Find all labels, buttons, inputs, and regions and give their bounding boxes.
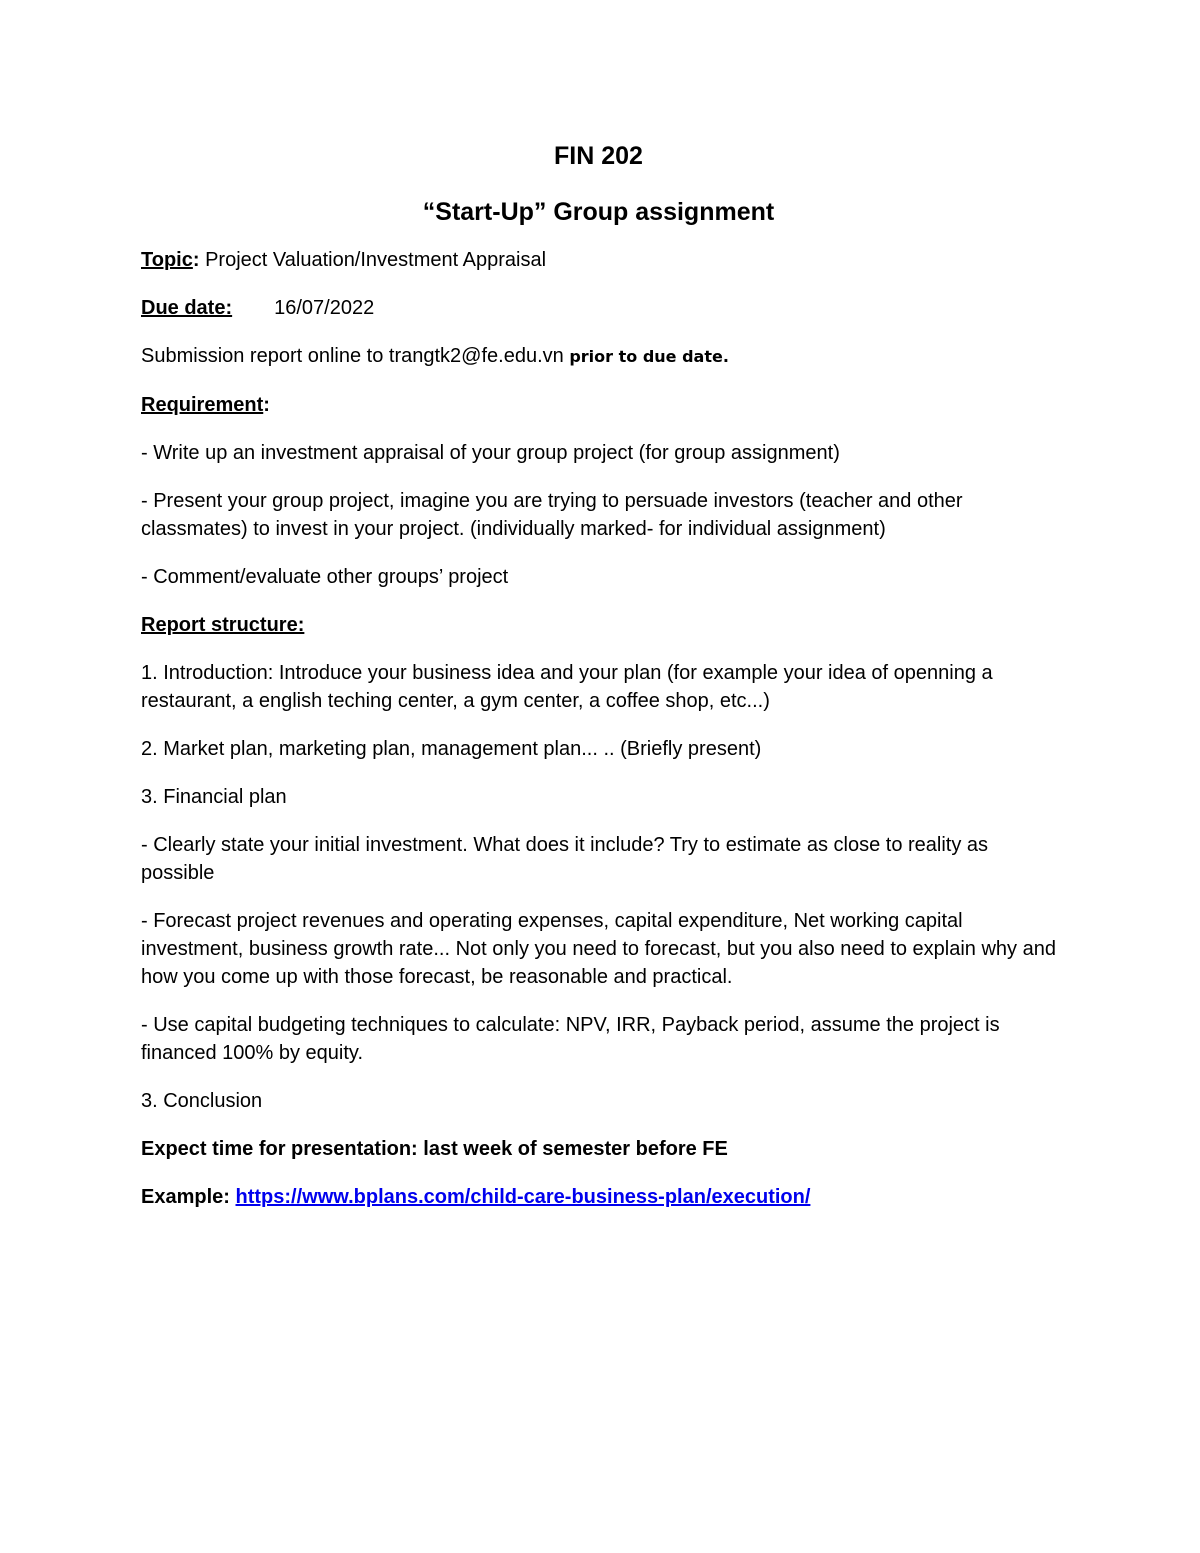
- financial-plan-item: - Forecast project revenues and operating expenses, capital expenditure, Net working capital investment, business growth rate... Not only you need to forecast, but you also need to explain why and how you come up with those forecast, be reasonable and practical.: [141, 910, 1056, 988]
- topic-label: Topic: [141, 249, 193, 271]
- topic-value: Project Valuation/Investment Appraisal: [205, 249, 547, 271]
- requirement-colon: :: [263, 394, 270, 416]
- report-structure-label: Report structure:: [141, 614, 305, 636]
- requirement-heading: [141, 391, 1056, 419]
- structure-introduction: 1. Introduction: Introduce your business idea and your plan (for example your idea of openning a restaurant, a english teching center, a gym center, a coffee shop, etc...): [141, 662, 993, 712]
- requirement-item: - Comment/evaluate other groups’ project: [141, 566, 509, 588]
- due-date-value: 16/07/2022: [274, 297, 375, 319]
- topic-line: [141, 246, 1056, 274]
- submission-line: [141, 342, 1056, 371]
- example-label: Example:: [141, 1186, 230, 1208]
- structure-conclusion: 3. Conclusion: [141, 1090, 263, 1112]
- requirement-label: Requirement: [141, 394, 264, 416]
- financial-plan-item: - Use capital budgeting techniques to calculate: NPV, IRR, Payback period, assume the project is financed 100% by equity.: [141, 1014, 1000, 1064]
- report-structure-heading: [141, 611, 1056, 639]
- submission-suffix: prior to due date.: [569, 347, 729, 366]
- due-date-line: [141, 294, 1056, 322]
- requirement-item: - Present your group project, imagine you are trying to persuade investors (teacher and other classmates) to invest in your project. (individually marked- for individual assignment): [141, 490, 963, 540]
- structure-financial-plan: 3. Financial plan: [141, 786, 287, 808]
- submission-text: Submission report online to trangtk2@fe.edu.vn: [141, 345, 564, 367]
- requirement-item: - Write up an investment appraisal of your group project (for group assignment): [141, 442, 840, 464]
- structure-market-plan: 2. Market plan, marketing plan, management plan... .. (Briefly present): [141, 738, 762, 760]
- topic-colon: :: [192, 249, 200, 271]
- due-date-label: Due date:: [141, 297, 233, 319]
- presentation-time: Expect time for presentation: last week of semester before FE: [141, 1138, 728, 1160]
- document-body: [141, 138, 1056, 1231]
- example-line: [141, 1183, 1056, 1211]
- financial-plan-item: - Clearly state your initial investment. What does it include? Try to estimate as close to reality as possible: [141, 834, 989, 884]
- example-link[interactable]: https://www.bplans.com/child-care-business-plan/execution/: [235, 1186, 811, 1208]
- assignment-title: “Start-Up” Group assignment: [422, 198, 775, 226]
- course-title: FIN 202: [554, 142, 643, 170]
